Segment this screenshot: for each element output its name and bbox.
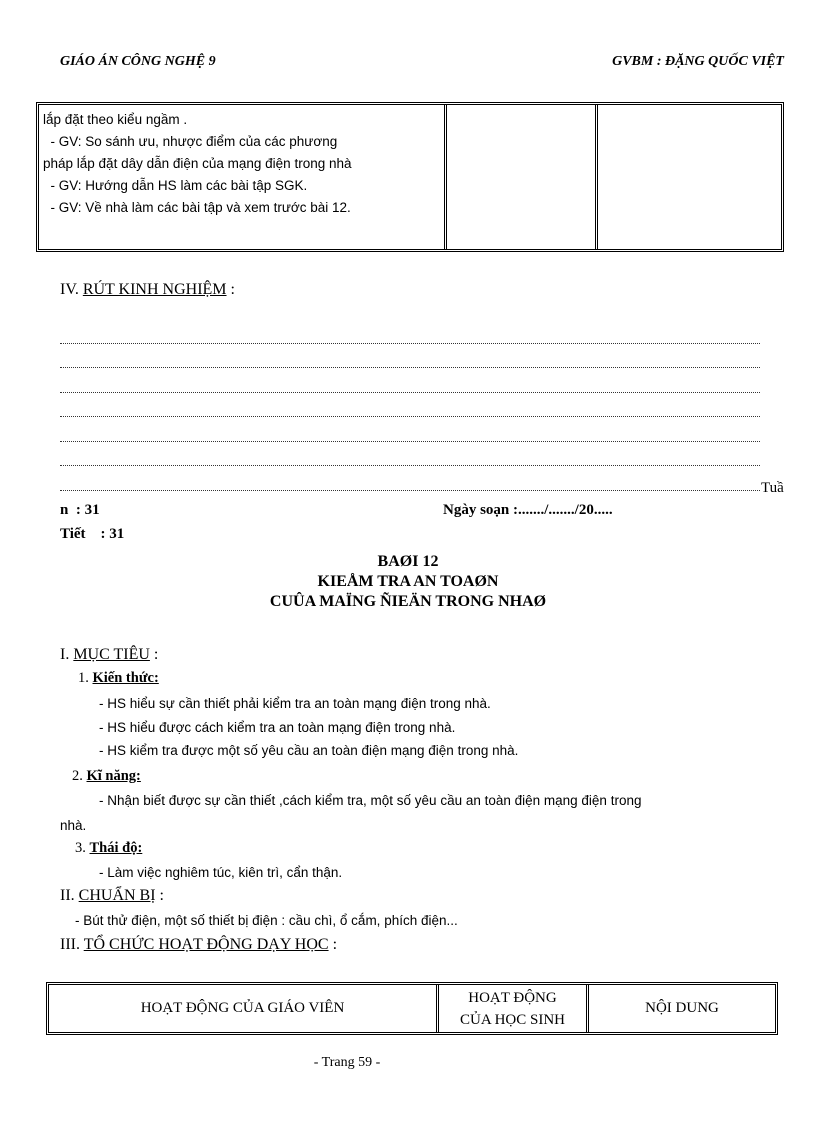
k1-item: - HS hiểu được cách kiểm tra an toàn mạng điện trong nhà.: [99, 720, 456, 735]
col-student-activity: [439, 987, 586, 1031]
section-iv-num: IV.: [60, 281, 79, 298]
top-table-line: - GV: Về nhà làm các bài tập và xem trước bài 12.: [43, 200, 351, 215]
section-iv-heading: [60, 281, 235, 299]
k1-heading: [78, 670, 159, 687]
page-number: - Trang 59 -: [313, 1055, 381, 1070]
section-i-title: MỤC TIÊU: [73, 646, 150, 663]
lesson-title-line-1: BAØI 12: [377, 553, 439, 570]
section-iii-colon: :: [328, 936, 338, 953]
k1-title: Kiến thức:: [92, 670, 159, 686]
section-iv-colon: :: [226, 281, 235, 298]
lesson-title-line-3: CUÛA MAÏNG ÑIEÄN TRONG NHAØ: [269, 593, 547, 610]
section-iii-num: III.: [60, 936, 80, 953]
k3-num: 3.: [75, 840, 86, 856]
k1-item: - HS kiểm tra được một số yêu cầu an toàn điện mạng điện trong nhà.: [99, 743, 519, 758]
section-ii-title: CHUẨN BỊ: [78, 887, 156, 904]
section-i-heading: [60, 646, 158, 664]
top-table-line: lắp đặt theo kiểu ngầm .: [43, 112, 188, 127]
col-content: NỘI DUNG: [645, 1000, 719, 1016]
top-table: [36, 102, 784, 252]
k2-line-1: - Nhận biết được sự cần thiết ,cách kiểm tra, một số yêu cầu an toàn điện mạng điện trong: [99, 793, 642, 808]
k2-title: Kĩ năng:: [86, 768, 141, 784]
ngay-soan: Ngày soạn :......./......./20.....: [443, 502, 613, 518]
k1-num: 1.: [78, 670, 89, 686]
dotted-line: [60, 343, 760, 344]
k2-heading: [72, 768, 141, 785]
col-student-line-1: HOẠT ĐỘNG: [468, 990, 557, 1006]
section-iii-heading: [60, 936, 337, 954]
section-iv-title: RÚT KINH NGHIỆM: [82, 281, 227, 298]
header-left: GIÁO ÁN CÔNG NGHỆ 9: [60, 54, 216, 69]
activity-table-header: [46, 982, 778, 1035]
col-student-line-2: CỦA HỌC SINH: [459, 1012, 565, 1028]
top-table-line: - GV: So sánh ưu, nhược điểm của các phương: [43, 134, 338, 149]
k3-item: - Làm việc nghiêm túc, kiên trì, cẩn thận.: [99, 865, 343, 880]
dotted-line: [60, 367, 760, 368]
dotted-line: [60, 441, 760, 442]
header-right: GVBM : ĐẶNG QUỐC VIỆT: [612, 54, 784, 69]
k2-line-2: nhà.: [60, 818, 87, 833]
top-table-line: pháp lắp đặt dây dẫn điện của mạng điện trong nhà: [43, 156, 352, 171]
dotted-line: [60, 465, 760, 466]
lesson-title-line-2: KIEÅM TRA AN TOAØN: [317, 573, 499, 590]
top-table-line: - GV: Hướng dẫn HS làm các bài tập SGK.: [43, 178, 308, 193]
section-iii-title: TỔ CHỨC HOẠT ĐỘNG DẠY HỌC: [83, 936, 329, 953]
tuan-tail: Tuầ: [761, 480, 784, 496]
section-ii-heading: [60, 887, 164, 905]
lesson-title: [0, 552, 816, 612]
section-ii-item: - Bút thử điện, một số thiết bị điện : cầu chì, ổ cắm, phích điện...: [75, 913, 458, 928]
k1-item: - HS hiểu sự cần thiết phải kiểm tra an toàn mạng điện trong nhà.: [99, 696, 491, 711]
dotted-line: [60, 416, 760, 417]
dotted-line: [60, 490, 760, 491]
tuan-number: n : 31: [60, 502, 100, 518]
section-i-colon: :: [149, 646, 159, 663]
k2-num: 2.: [72, 768, 83, 784]
k3-title: Thái độ:: [89, 840, 143, 856]
top-table-divider-1: [444, 105, 447, 249]
top-table-cell-text: [43, 109, 352, 219]
col-teacher-activity: HOẠT ĐỘNG CỦA GIÁO VIÊN: [140, 1000, 345, 1016]
k3-heading: [75, 840, 142, 857]
dotted-line: [60, 392, 760, 393]
section-ii-num: II.: [60, 887, 75, 904]
top-table-divider-2: [595, 105, 598, 249]
section-ii-colon: :: [155, 887, 164, 904]
section-i-num: I.: [60, 646, 70, 663]
tiet-number: Tiết : 31: [60, 526, 125, 542]
